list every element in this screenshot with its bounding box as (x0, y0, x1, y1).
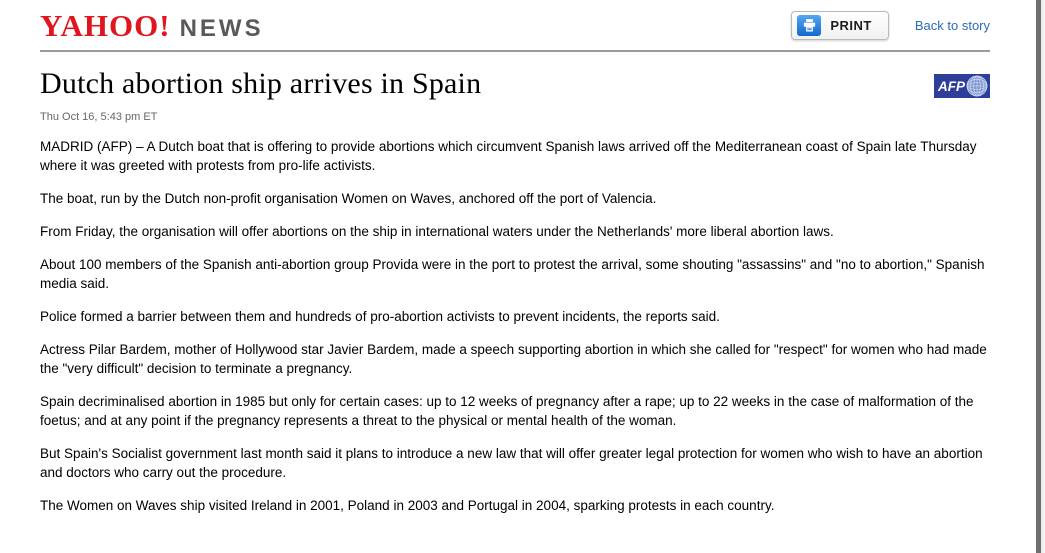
window-right-edge (1036, 0, 1045, 553)
article-body (40, 137, 990, 515)
article-paragraph: About 100 members of the Spanish anti-abortion group Provida were in the port to protest the arrival, some shouting "assassins" and "no to abortion," Spanish media said. (40, 257, 985, 291)
article-paragraph: Police formed a barrier between them and hundreds of pro-abortion activists to prevent incidents, the reports said. (40, 309, 720, 324)
article (40, 67, 990, 515)
news-wordmark: NEWS (179, 15, 264, 42)
print-button[interactable] (791, 11, 889, 40)
header (0, 0, 1045, 52)
afp-logo-text: AFP (938, 79, 965, 94)
print-button-label: PRINT (830, 18, 872, 33)
article-paragraph: MADRID (AFP) – A Dutch boat that is offering to provide abortions which circumvent Spanish laws arrived off the Mediterranean coast of Spain late Thursday where it was greeted with protests from pro-life activists. (40, 139, 977, 173)
article-date: Thu Oct 16, 5:43 pm ET (40, 111, 158, 123)
article-paragraph: But Spain's Socialist government last month said it plans to introduce a new law that will offer greater legal protection for women who wish to have an abortion and doctors who carry out the procedure. (40, 446, 983, 480)
article-paragraph: Actress Pilar Bardem, mother of Hollywood star Javier Bardem, made a speech supporting abortion in which she called for "respect" for women who had made the "very difficult" decision to terminate a pregnancy. (40, 342, 987, 376)
article-paragraph: Spain decriminalised abortion in 1985 but only for certain cases: up to 12 weeks of pregnancy after a rape; up to 22 weeks in the case of malformation of the foetus; and at any point if the pregnancy represents a threat to the physical or mental health of the woman. (40, 394, 974, 428)
header-divider (40, 50, 990, 52)
printer-icon (797, 15, 821, 36)
header-controls (791, 11, 990, 40)
article-paragraph: From Friday, the organisation will offer abortions on the ship in international waters under the Netherlands' more liberal abortion laws. (40, 224, 834, 239)
back-to-story-link[interactable]: Back to story (914, 18, 990, 33)
afp-logo (934, 74, 990, 103)
yahoo-wordmark: YAHOO! (40, 8, 171, 43)
article-paragraph: The Women on Waves ship visited Ireland in 2001, Poland in 2003 and Portugal in 2004, sparking protests in each country. (40, 498, 775, 513)
article-paragraph: The boat, run by the Dutch non-profit organisation Women on Waves, anchored off the port of Valencia. (40, 191, 657, 206)
article-title: Dutch abortion ship arrives in Spain (40, 67, 482, 100)
yahoo-news-logo[interactable] (40, 10, 264, 41)
